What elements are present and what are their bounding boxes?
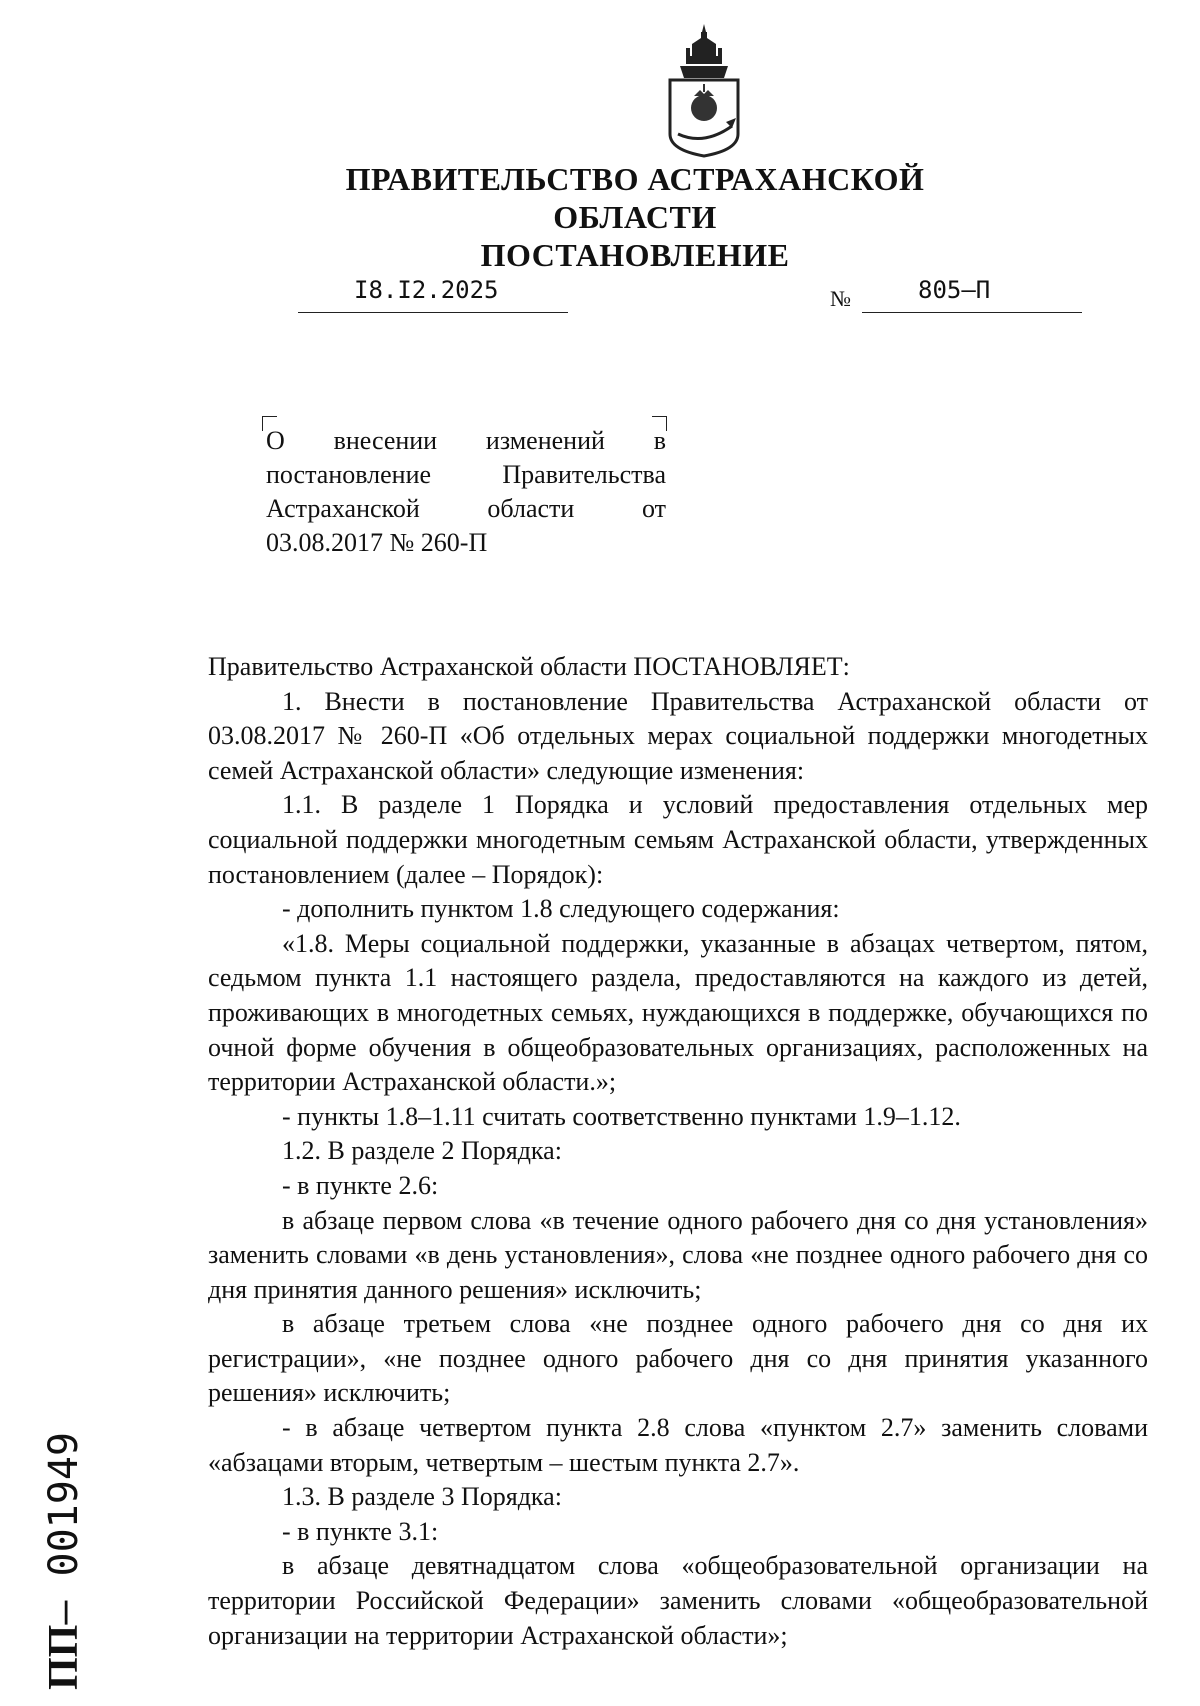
side-stamp xyxy=(40,1432,88,1690)
side-stamp-prefix: ПП xyxy=(41,1624,87,1690)
body-paragraph: в абзаце третьем слова «не позднее одного рабочего дня со дня их регистрации», «не позднее одного рабочего дня со дня принятия указанного решения» исключить; xyxy=(208,1309,1148,1408)
document-date: I8.I2.2025 xyxy=(354,276,499,304)
document-subject: О внесении изменений в постановление Правительства Астраханской области от 03.08.2017 № 260-П xyxy=(266,426,666,557)
number-sign: № xyxy=(830,286,851,311)
coat-of-arms-emblem xyxy=(656,22,752,162)
body-paragraph: Правительство Астраханской области ПОСТАНОВЛЯЕТ: xyxy=(208,652,850,681)
body-paragraph: 1. Внести в постановление Правительства Астраханской области от 03.08.2017 № 260-П «Об отдельных мерах социальной поддержки многодетных семей Астраханской области» следующие изменения: xyxy=(208,686,1148,785)
date-field xyxy=(298,276,568,313)
body-paragraph: в абзаце девятнадцатом слова «общеобразовательной организации на территории Российской Федерации» заменить словами «общеобразовательной организации на территории Астраханской области»; xyxy=(208,1551,1148,1650)
body-paragraph: - в пункте 2.6: xyxy=(282,1170,439,1200)
body-paragraph: в абзаце первом слова «в течение одного рабочего дня со дня установления» заменить словами «в день установления», слова «не позднее одного рабочего дня со дня принятия данного решения» исключить; xyxy=(208,1205,1148,1304)
body-paragraph: - в пункте 3.1: xyxy=(282,1516,439,1546)
document-header xyxy=(300,160,970,274)
number-field xyxy=(862,276,1082,313)
body-paragraph: - в абзаце четвертом пункта 2.8 слова «пунктом 2.7» заменить словами «абзацами вторым, четвертым – шестым пункта 2.7». xyxy=(208,1413,1148,1477)
document-number: 805–П xyxy=(918,276,991,304)
body-paragraph: - пункты 1.8–1.11 считать соответственно пунктами 1.9–1.12. xyxy=(282,1101,961,1131)
side-stamp-number: – 001949 xyxy=(41,1432,87,1625)
body-paragraph: «1.8. Меры социальной поддержки, указанные в абзацах четвертом, пятом, седьмом пункта 1.1 настоящего раздела, предоставляются на каждого из детей, проживающих в многодетных семьях, нуждающихся в поддержке, обучающихся по очной форме обучения в общеобразовательных организациях, расположенных на территории Астраханской области.»; xyxy=(208,928,1148,1097)
document-type: ПОСТАНОВЛЕНИЕ xyxy=(480,237,790,273)
body-paragraph: 1.1. В разделе 1 Порядка и условий предоставления отдельных мер социальной поддержки многодетным семьям Астраханской области, утвержденных постановлением (далее – Порядок): xyxy=(208,790,1148,889)
body-paragraph: 1.3. В разделе 3 Порядка: xyxy=(282,1482,562,1512)
document-body xyxy=(208,650,1148,1653)
government-title: ПРАВИТЕЛЬСТВО АСТРАХАНСКОЙ ОБЛАСТИ xyxy=(345,161,925,235)
body-paragraph: 1.2. В разделе 2 Порядка: xyxy=(282,1136,562,1166)
body-paragraph: - дополнить пунктом 1.8 следующего содержания: xyxy=(282,894,840,924)
